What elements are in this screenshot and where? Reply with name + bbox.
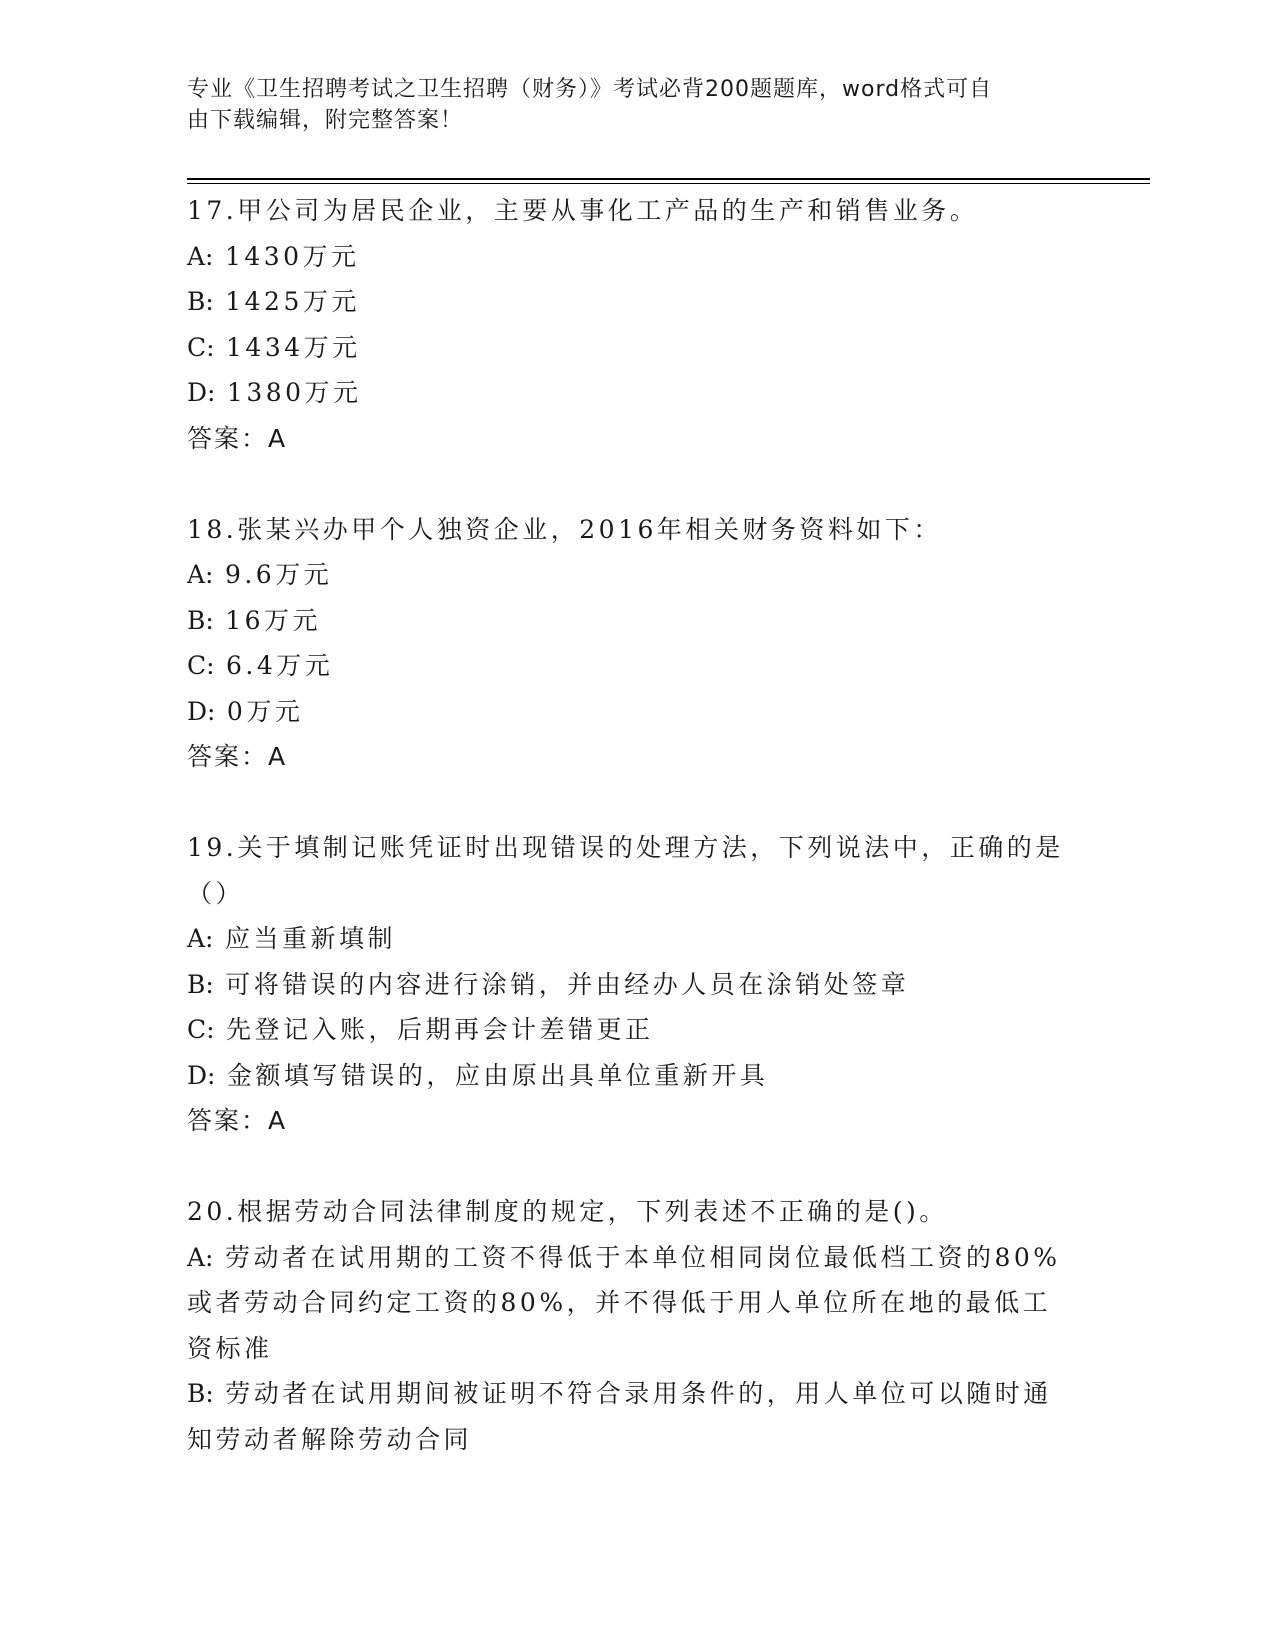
option-letter: D:: [187, 696, 216, 726]
option-text: 应当重新填制: [224, 924, 396, 953]
option-letter: B:: [187, 605, 214, 635]
question-stem: 17.甲公司为居民企业，主要从事化工产品的生产和销售业务。: [187, 196, 979, 225]
answer-value: A: [268, 1106, 288, 1135]
header-line-2: 由下载编辑，附完整答案！: [187, 108, 464, 133]
option-b: [187, 962, 1077, 1008]
option-d: [187, 1053, 1077, 1099]
option-letter: C:: [187, 1015, 215, 1044]
answer-line: [187, 734, 1077, 780]
answer-value: A: [268, 423, 288, 453]
option-d: [187, 689, 1077, 735]
option-letter: A:: [187, 560, 214, 589]
option-a: [187, 552, 1077, 598]
question-list: [187, 188, 1077, 1508]
option-c: [187, 1007, 1077, 1053]
answer-line: [187, 1098, 1077, 1144]
option-letter: B:: [187, 1379, 214, 1408]
option-letter: D:: [187, 378, 216, 407]
option-text: 劳动者在试用期的工资不得低于本单位相同岗位最低档工资的80%或者劳动合同约定工资的80%，并不得低于用人单位所在地的最低工资标准: [187, 1242, 1061, 1363]
option-text: 16万元: [225, 605, 322, 635]
option-letter: D:: [187, 1060, 216, 1090]
header-line-1: 专业《卫生招聘考试之卫生招聘（财务）》考试必背200题题库，word格式可自: [187, 77, 993, 102]
option-a: [187, 916, 1077, 962]
option-letter: C:: [187, 651, 215, 680]
question-stem: 20.根据劳动合同法律制度的规定，下列表述不正确的是()。: [187, 1197, 948, 1226]
question-stem: 18.张某兴办甲个人独资企业，2016年相关财务资料如下：: [187, 514, 942, 544]
option-a: [187, 234, 1077, 280]
option-letter: A:: [187, 924, 214, 953]
option-text: 1380万元: [226, 378, 362, 407]
option-d: [187, 370, 1077, 416]
option-c: [187, 643, 1077, 689]
option-text: 先登记入账，后期再会计差错更正: [226, 1015, 654, 1044]
option-letter: B:: [187, 287, 214, 316]
option-text: 1425万元: [225, 287, 360, 316]
option-a: [187, 1235, 1077, 1372]
header-double-rule: [187, 178, 1150, 184]
answer-label: 答案：: [187, 423, 269, 453]
option-b: [187, 1371, 1077, 1462]
answer-line: [187, 416, 1077, 462]
option-text: 金额填写错误的，应由原出具单位重新开具: [226, 1060, 769, 1090]
option-text: 6.4万元: [226, 651, 334, 680]
answer-label: 答案：: [187, 1106, 269, 1135]
question-20: [187, 1189, 1077, 1462]
option-c: [187, 325, 1077, 371]
option-text: 1434万元: [226, 332, 361, 362]
question-18: [187, 507, 1077, 780]
document-header: [187, 74, 1067, 136]
answer-label: 答案：: [187, 742, 269, 771]
answer-value: A: [268, 742, 288, 771]
option-text: 劳动者在试用期间被证明不符合录用条件的，用人单位可以随时通知劳动者解除劳动合同: [187, 1379, 1052, 1454]
option-b: [187, 279, 1077, 325]
option-letter: C:: [187, 332, 215, 362]
option-b: [187, 598, 1077, 644]
option-letter: A:: [187, 241, 214, 271]
question-19: [187, 825, 1077, 1144]
option-text: 0万元: [226, 696, 304, 726]
option-text: 9.6万元: [224, 560, 333, 589]
option-text: 可将错误的内容进行涂销，并由经办人员在涂销处签章: [225, 969, 910, 999]
option-letter: A:: [187, 1242, 214, 1272]
question-stem: 19.关于填制记账凭证时出现错误的处理方法，下列说法中，正确的是（）: [187, 833, 1064, 908]
option-text: 1430万元: [224, 241, 360, 271]
question-17: [187, 188, 1077, 461]
option-letter: B:: [187, 969, 214, 999]
